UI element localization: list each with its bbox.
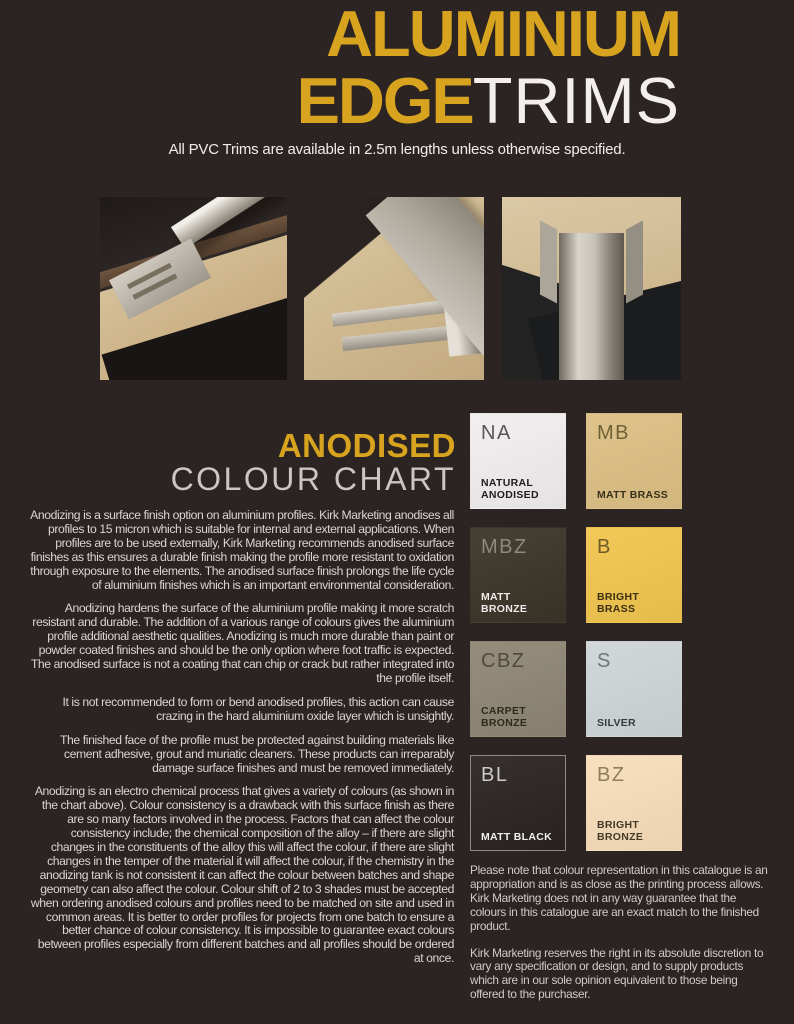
title-edge: EDGE xyxy=(296,64,473,137)
page-title xyxy=(296,0,680,137)
heading-colour-chart: COLOUR CHART xyxy=(170,461,456,497)
photo-corner-trim-shape xyxy=(559,233,624,380)
swatch-label: MATT BRASS xyxy=(597,489,669,501)
colour-swatch xyxy=(586,527,682,623)
colour-swatch xyxy=(470,527,566,623)
swatch-code: S xyxy=(597,650,612,672)
title-edge-trims xyxy=(296,64,680,137)
colour-swatch xyxy=(586,641,682,737)
heading-anodised: ANODISED xyxy=(277,427,456,464)
disclaimer-notes xyxy=(470,864,768,1015)
body-paragraph: Anodizing hardens the surface of the aluminium profile making it more scratch resistant and durable. The addition of a various range of colours gives the aluminium profile additional aesthetic qualities. Anodizing is much more durable than paint or powder coated finishes and should be the only option where foot traffic is expected. The anodised surface is not a coating that can chip or crack but rather integrated into the profile itself. xyxy=(30,601,454,685)
transition-ramp-trim-photo xyxy=(304,197,484,380)
swatch-label: MATT BLACK xyxy=(481,831,553,843)
swatch-label: SILVER xyxy=(597,717,636,729)
swatch-label: BRIGHT BRASS xyxy=(597,591,640,615)
swatch-code: MBZ xyxy=(481,536,528,558)
anodised-colour-chart-heading xyxy=(28,429,456,495)
swatch-label: MATT BRONZE xyxy=(481,591,528,615)
swatch-code: CBZ xyxy=(481,650,526,672)
disclaimer-paragraph: Kirk Marketing reserves the right in its absolute discretion to vary any specification or design, and to supply products which are in our sole opinion equivalent to those being offered to the purchaser. xyxy=(470,945,764,1002)
page-subtitle: All PVC Trims are available in 2.5m lengths unless otherwise specified. xyxy=(168,141,626,158)
photo-fork-leg-shape xyxy=(342,325,461,351)
photo-fork-leg-shape xyxy=(332,300,445,327)
photo-trim-wing-shape xyxy=(626,220,643,303)
photo-trim-wing-shape xyxy=(540,220,557,303)
swatch-code: B xyxy=(597,536,612,558)
anodised-colour-swatch-grid xyxy=(470,413,682,851)
body-paragraph: Anodizing is an electro chemical process that gives a variety of colours (as shown in the chart above). Colour consistency is a drawback with this surface finish as there are so many factors involved in the process. Factors that can affect the colour consistency include; the chemical composition of the alloy – if there are slight changes in the constituents of the alloy this will affect the colour, if there are slight changes in the temper of the material it will affect the colour, if the chemistry in the anodizing tank is not consistent it can affect the colour between batches and shape geometry can also affect the colour. Colour shift of 2 to 3 shades must be accepted when ordering anodised colours and profiles need to be matched on site and used in common areas. It is better to order profiles for projects from one batch to ensure a better chance of colour consistency. It is impossible to guarantee exact colours between profiles especially from different batches and all profiles should be ordered at once. xyxy=(30,784,454,966)
colour-swatch xyxy=(586,755,682,851)
title-trims: TRIMS xyxy=(472,64,680,137)
colour-swatch xyxy=(470,413,566,509)
swatch-label: NATURAL ANODISED xyxy=(481,477,539,501)
square-edge-trim-photo xyxy=(100,197,287,380)
disclaimer-paragraph: Please note that colour representation in this catalogue is an appropriation and is as close as the printing process allows. Kirk Marketing does not in any way guarantee that the colours in this catalogue are an exact match to the finished product. xyxy=(470,863,768,933)
colour-swatch xyxy=(586,413,682,509)
swatch-code: NA xyxy=(481,422,512,444)
swatch-code: MB xyxy=(597,422,630,444)
corner-guard-trim-photo xyxy=(502,197,681,380)
colour-swatch xyxy=(470,755,566,851)
swatch-code: BL xyxy=(481,764,509,786)
anodised-body-text xyxy=(28,509,454,976)
title-aluminium: ALUMINIUM xyxy=(326,0,680,70)
swatch-label: BRIGHT BRONZE xyxy=(597,819,644,843)
body-paragraph: The finished face of the profile must be protected against building materials like cement adhesive, grout and muriatic cleaners. These products can irreparably damage surface finishes and must be removed immediately. xyxy=(59,732,454,775)
body-paragraph: Anodizing is a surface finish option on aluminium profiles. Kirk Marketing anodises all profiles to 15 micron which is suitable for internal and external applications. When profiles are to be used externally, Kirk Marketing recommends anodised surface finishes as this ensures a durable finish making the profile more resistant to oxidation through exposure to the elements. The anodised surface finish prolongs the life cycle of aluminium finishes which is an important environmental consideration. xyxy=(30,508,454,592)
body-paragraph: It is not recommended to form or bend anodised profiles, this action can cause crazing in the hard aluminium oxide layer which is unsightly. xyxy=(62,694,454,723)
swatch-label: CARPET BRONZE xyxy=(481,705,528,729)
swatch-code: BZ xyxy=(597,764,626,786)
colour-swatch xyxy=(470,641,566,737)
